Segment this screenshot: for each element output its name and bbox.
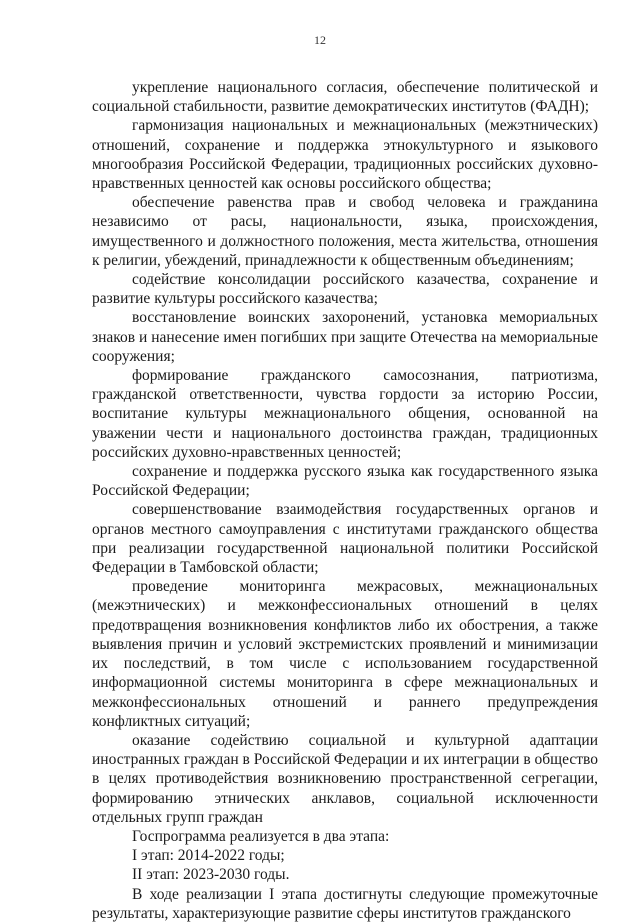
page-number: 12 (314, 33, 326, 47)
paragraph: проведение мониторинга межрасовых, межнациональных (межэтнических) и межконфессиональных отношений в целях предотвращения возникновения конфликтов либо их обострения, а также выявления причин и условий экстремистских проявлений и минимизации их последствий, в том числе с использованием государственной информационной системы мониторинга в сфере межнациональных и межконфессиональных отношений и раннего предупреждения конфликтных ситуаций; (92, 578, 598, 730)
paragraph: I этап: 2014-2022 годы; (132, 847, 285, 865)
paragraph: формирование гражданского самосознания, патриотизма, гражданской ответственности, чувства гордости за историю России, воспитание культуры межнационального общения, основанной на уважении чести и национального достоинства граждан, традиционных российских духовно-нравственных ценностей; (92, 367, 598, 461)
paragraph: II этап: 2023-2030 годы. (132, 866, 290, 884)
paragraph: оказание содействию социальной и культурной адаптации иностранных граждан в Российской Федерации и их интеграции в общество в целях противодействия возникновению пространственной сегрегации, формированию этнических анклавов, социальной исключенности отдельных групп граждан (92, 731, 598, 826)
paragraph: сохранение и поддержка русского языка как государственного языка Российской Федерации; (92, 463, 598, 500)
paragraph: В ходе реализации I этапа достигнуты следующие промежуточные результаты, характеризующие развитие сферы институтов гражданского (92, 885, 598, 922)
paragraph: гармонизация национальных и межнациональных (межэтнических) отношений, сохранение и поддержка этнокультурного и языкового многообразия Российской Федерации, традиционных российских духовно-нравственных ценностей как основы российского общества; (92, 117, 598, 193)
document-body (92, 78, 598, 923)
paragraph: содействие консолидации российского казачества, сохранение и развитие культуры российского казачества; (92, 271, 598, 308)
paragraph: обеспечение равенства прав и свобод человека и гражданина независимо от расы, национальности, языка, происхождения, имущественного и должностного положения, места жительства, отношения к религии, убеждений, принадлежности к общественным объединениям; (92, 194, 598, 269)
paragraph: восстановление воинских захоронений, установка мемориальных знаков и нанесение имен погибших при защите Отечества на мемориальные сооружения; (92, 309, 598, 365)
paragraph: укрепление национального согласия, обеспечение политической и социальной стабильности, развитие демократических институтов (ФАДН); (92, 79, 598, 116)
paragraph: совершенствование взаимодействия государственных органов и органов местного самоуправления с институтами гражданского общества при реализации государственной национальной политики Российской Федерации в Тамбовской области; (92, 501, 598, 577)
paragraph: Госпрограмма реализуется в два этапа: (132, 827, 390, 845)
